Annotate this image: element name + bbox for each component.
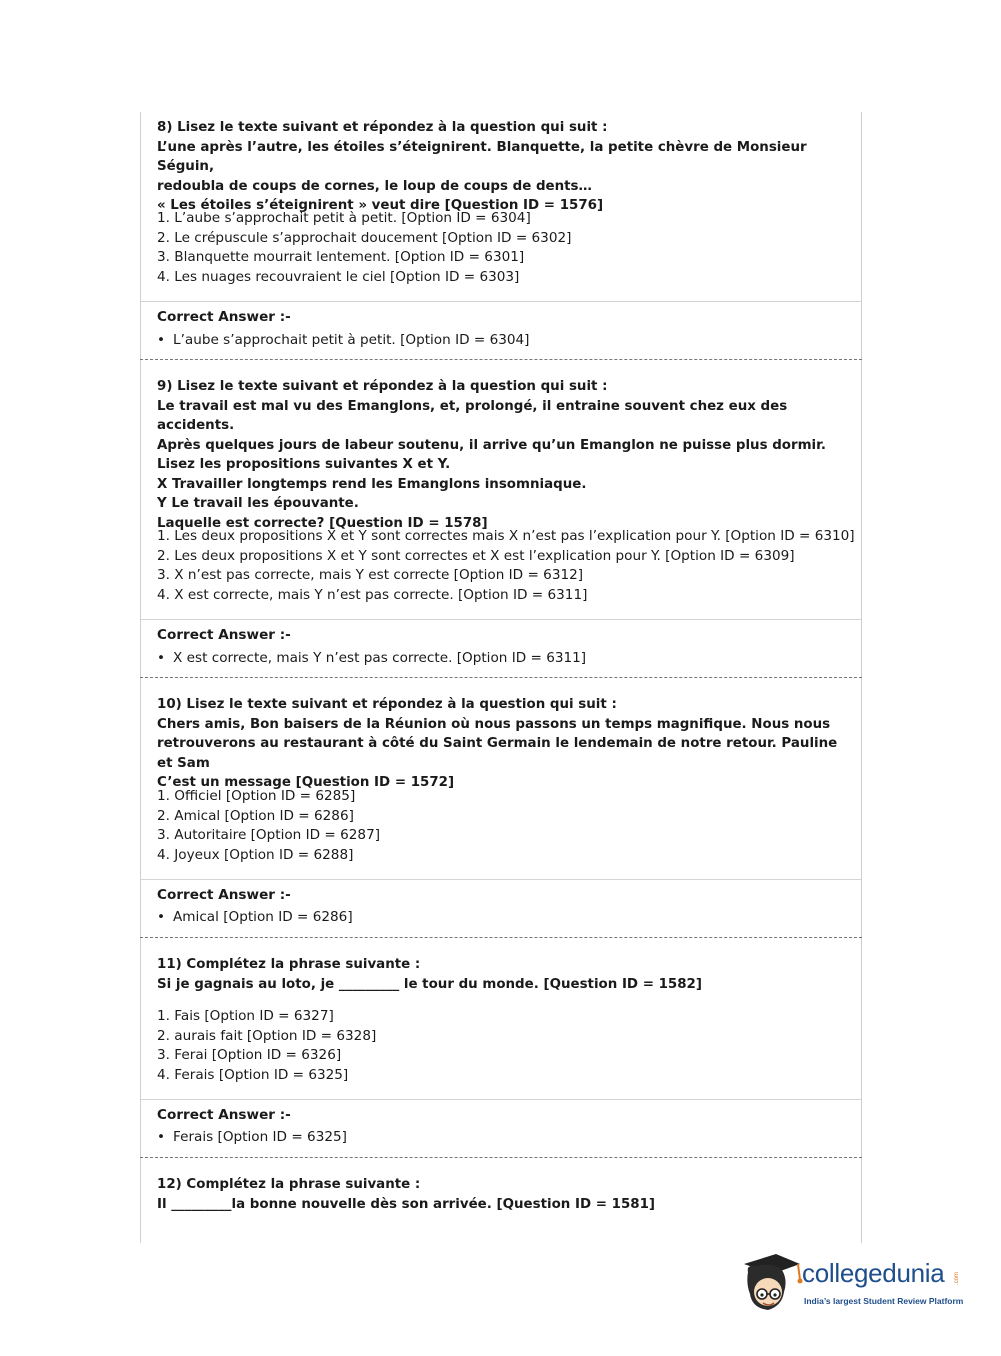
option-item: 2. Le crépuscule s’approchait doucement [Option ID = 6302]: [157, 229, 572, 246]
question-line: Laquelle est correcte? [Question ID = 1578]: [157, 515, 488, 531]
option-item: 1. Fais [Option ID = 6327]: [157, 1008, 334, 1024]
option-item: 4. Ferais [Option ID = 6325]: [157, 1066, 349, 1083]
section-divider: [140, 937, 862, 938]
correct-answer: [157, 649, 586, 668]
question-line: 10) Lisez le texte suivant et répondez à la question qui suit :: [157, 697, 617, 712]
question-line: « Les étoiles s’éteignirent » veut dire [Question ID = 1576]: [157, 198, 604, 213]
correct-answer-text: Amical [Option ID = 6286]: [173, 909, 353, 925]
question-9: [157, 377, 857, 533]
question-line: redoubla de coups de cornes, le loup de coups de dents…: [157, 178, 592, 194]
correct-answer-label: Correct Answer :-: [157, 309, 291, 325]
question-8: [157, 118, 857, 216]
question-line: C’est un message [Question ID = 1572]: [157, 775, 455, 790]
correct-answer-label: Correct Answer :-: [157, 887, 291, 903]
option-item: 1. Officiel [Option ID = 6285]: [157, 788, 356, 804]
option-item: 3. Blanquette mourrait lentement. [Option ID = 6301]: [157, 249, 525, 265]
option-item: 4. X est correcte, mais Y n’est pas correcte. [Option ID = 6311]: [157, 586, 588, 603]
question-line: 9) Lisez le texte suivant et répondez à la question qui suit :: [157, 379, 608, 394]
collegedunia-logo: [742, 1250, 982, 1320]
bullet-icon: •: [157, 909, 166, 925]
option-item: 4. Les nuages recouvraient le ciel [Option ID = 6303]: [157, 268, 520, 285]
options-list: [157, 209, 857, 287]
question-10: [157, 695, 857, 793]
option-item: 2. Les deux propositions X et Y sont correctes et X est l’explication pour Y. [Option ID = 6309]: [157, 547, 795, 564]
question-line: 8) Lisez le texte suivant et répondez à la question qui suit :: [157, 120, 608, 135]
correct-answer-text: L’aube s’approchait petit à petit. [Option ID = 6304]: [173, 332, 530, 348]
question-line: 12) Complétez la phrase suivante :: [157, 1177, 421, 1192]
option-item: 3. X n’est pas correcte, mais Y est correcte [Option ID = 6312]: [157, 567, 584, 583]
question-line: Lisez les propositions suivantes X et Y.: [157, 457, 451, 472]
question-line: X Travailler longtemps rend les Emanglons insomniaque.: [157, 476, 587, 492]
correct-answer: [157, 908, 353, 927]
correct-answer-label: Correct Answer :-: [157, 627, 291, 643]
divider: [141, 879, 861, 880]
question-line: Il _________la bonne nouvelle dès son arrivée. [Question ID = 1581]: [157, 1196, 656, 1212]
question-line: Y Le travail les épouvante.: [157, 496, 359, 511]
correct-answer-label: Correct Answer :-: [157, 1107, 291, 1123]
option-item: 3. Autoritaire [Option ID = 6287]: [157, 827, 381, 843]
option-item: 3. Ferai [Option ID = 6326]: [157, 1047, 342, 1063]
divider: [141, 619, 861, 620]
correct-answer-text: Ferais [Option ID = 6325]: [173, 1129, 347, 1145]
option-item: 4. Joyeux [Option ID = 6288]: [157, 846, 354, 863]
question-line: Après quelques jours de labeur soutenu, il arrive qu’un Emanglon ne puisse plus dormir.: [157, 437, 826, 453]
correct-answer-text: X est correcte, mais Y n’est pas correcte. [Option ID = 6311]: [173, 650, 587, 666]
bullet-icon: •: [157, 332, 166, 348]
options-list: [157, 527, 857, 605]
question-line: L’une après l’autre, les étoiles s’éteignirent. Blanquette, la petite chèvre de Monsieur Séguin,: [157, 139, 807, 174]
question-line: Si je gagnais au loto, je _________ le tour du monde. [Question ID = 1582]: [157, 976, 702, 992]
correct-answer: [157, 331, 529, 350]
question-paper: [140, 112, 862, 1243]
question-line: 11) Complétez la phrase suivante :: [157, 957, 421, 972]
option-item: 1. Les deux propositions X et Y sont correctes mais X n’est pas l’explication pour Y. [Option ID = 6310]: [157, 528, 855, 544]
section-divider: [140, 1157, 862, 1158]
question-line: Chers amis, Bon baisers de la Réunion où nous passons un temps magnifique. Nous nous: [157, 716, 831, 732]
correct-answer: [157, 1128, 347, 1147]
section-divider: [140, 359, 862, 360]
question-12: [157, 1175, 857, 1214]
logo-suffix: .com: [954, 1272, 960, 1286]
bullet-icon: •: [157, 650, 166, 666]
question-11: [157, 955, 857, 994]
logo-tagline: India’s largest Student Review Platform: [804, 1296, 964, 1306]
option-item: 2. Amical [Option ID = 6286]: [157, 807, 354, 824]
options-list: [157, 787, 857, 865]
divider: [141, 1099, 861, 1100]
divider: [141, 301, 861, 302]
section-divider: [140, 677, 862, 678]
mascot-icon: [742, 1250, 804, 1320]
option-item: 2. aurais fait [Option ID = 6328]: [157, 1027, 377, 1044]
question-line: retrouverons au restaurant à côté du Saint Germain le lendemain de notre retour. Pauline et Sam: [157, 736, 838, 771]
logo-name: collegedunia: [802, 1258, 945, 1288]
bullet-icon: •: [157, 1129, 166, 1145]
option-item: 1. L’aube s’approchait petit à petit. [Option ID = 6304]: [157, 210, 531, 226]
question-line: Le travail est mal vu des Emanglons, et, prolongé, il entraine souvent chez eux des accidents.: [157, 398, 788, 433]
options-list: [157, 1007, 857, 1085]
